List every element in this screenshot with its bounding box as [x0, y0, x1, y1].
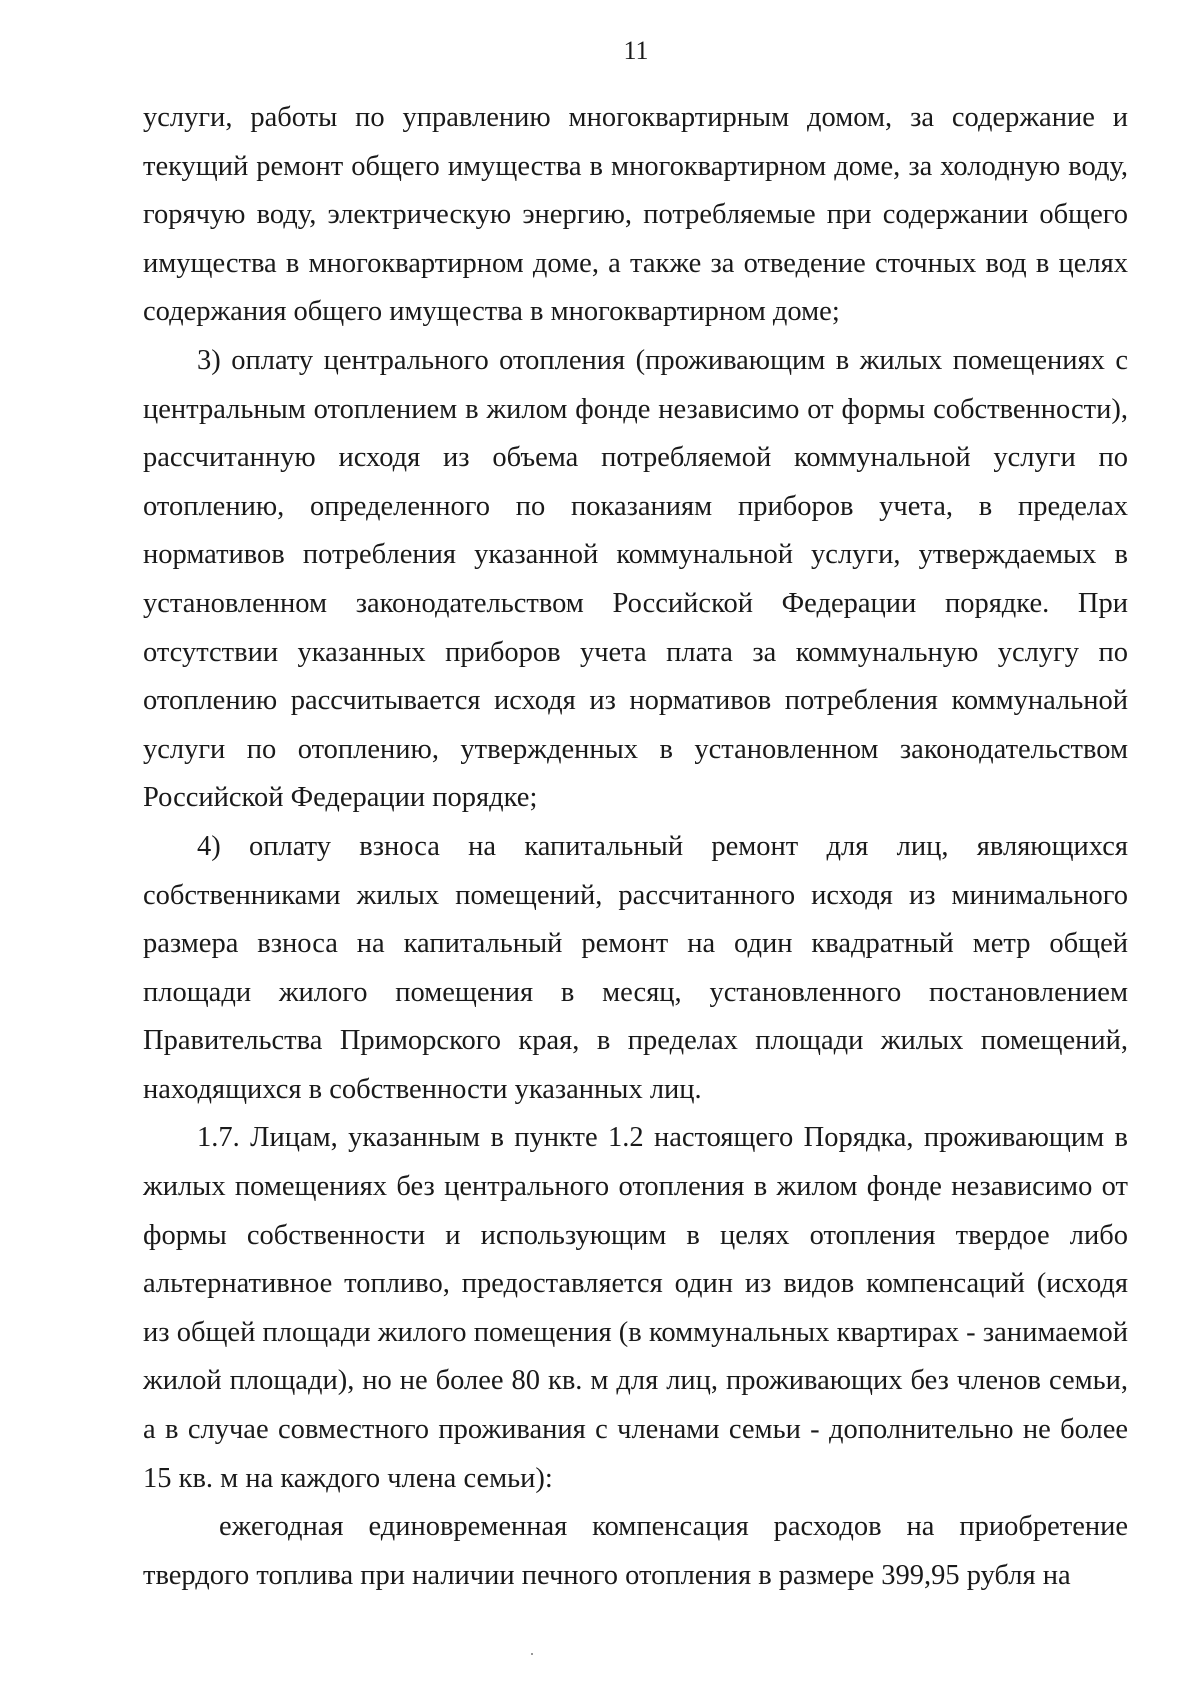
page-number: 11: [623, 36, 649, 65]
document-body: [143, 94, 1128, 1600]
paragraph-item-4: 4) оплату взноса на капитальный ремонт для лиц, являющихся собственниками жилых помещений, рассчитанного исходя из минимального размера взноса на капитальный ремонт на один квадратный метр общей площади жилого помещения в месяц, установленного постановлением Правительства Приморского края, в пределах площади жилых помещений, находящихся в собственности указанных лиц.: [143, 830, 1128, 1105]
paragraph-annual-compensation: ежегодная единовременная компенсация расходов на приобретение твердого топлива при наличии печного отопления в размере 399,95 рубля на: [143, 1511, 1128, 1591]
paragraph-continuation: услуги, работы по управлению многоквартирным домом, за содержание и текущий ремонт общего имущества в многоквартирном доме, за холодную воду, горячую воду, электрическую энергию, потребляемые при содержании общего имущества в многоквартирном доме, а также за отведение сточных вод в целях содержания общего имущества в многоквартирном доме;: [143, 102, 1128, 328]
paragraph-section-1-7: 1.7. Лицам, указанным в пункте 1.2 настоящего Порядка, проживающим в жилых помещениях без центрального отопления в жилом фонде независимо от формы собственности и использующим в целях отопления твердое либо альтернативное топливо, предоставляется один из видов компенсаций (исходя из общей площади жилого помещения (в коммунальных квартирах - занимаемой жилой площади), но не более 80 кв. м для лиц, проживающих без членов семьи, а в случае совместного проживания с членами семьи - дополнительно не более 15 кв. м на каждого члена семьи):: [143, 1122, 1128, 1494]
scan-speck: [531, 1653, 533, 1655]
paragraph-item-3: 3) оплату центрального отопления (проживающим в жилых помещениях с центральным отоплением в жилом фонде независимо от формы собственности), рассчитанную исходя из объема потребляемой коммунальной услуги по отоплению, определенного по показаниям приборов учета, в пределах нормативов потребления указанной коммунальной услуги, утверждаемых в установленном законодательством Российской Федерации порядке. При отсутствии указанных приборов учета плата за коммунальную услугу по отоплению рассчитывается исходя из нормативов потребления коммунальной услуги по отоплению, утвержденных в установленном законодательством Российской Федерации порядке;: [143, 344, 1128, 814]
